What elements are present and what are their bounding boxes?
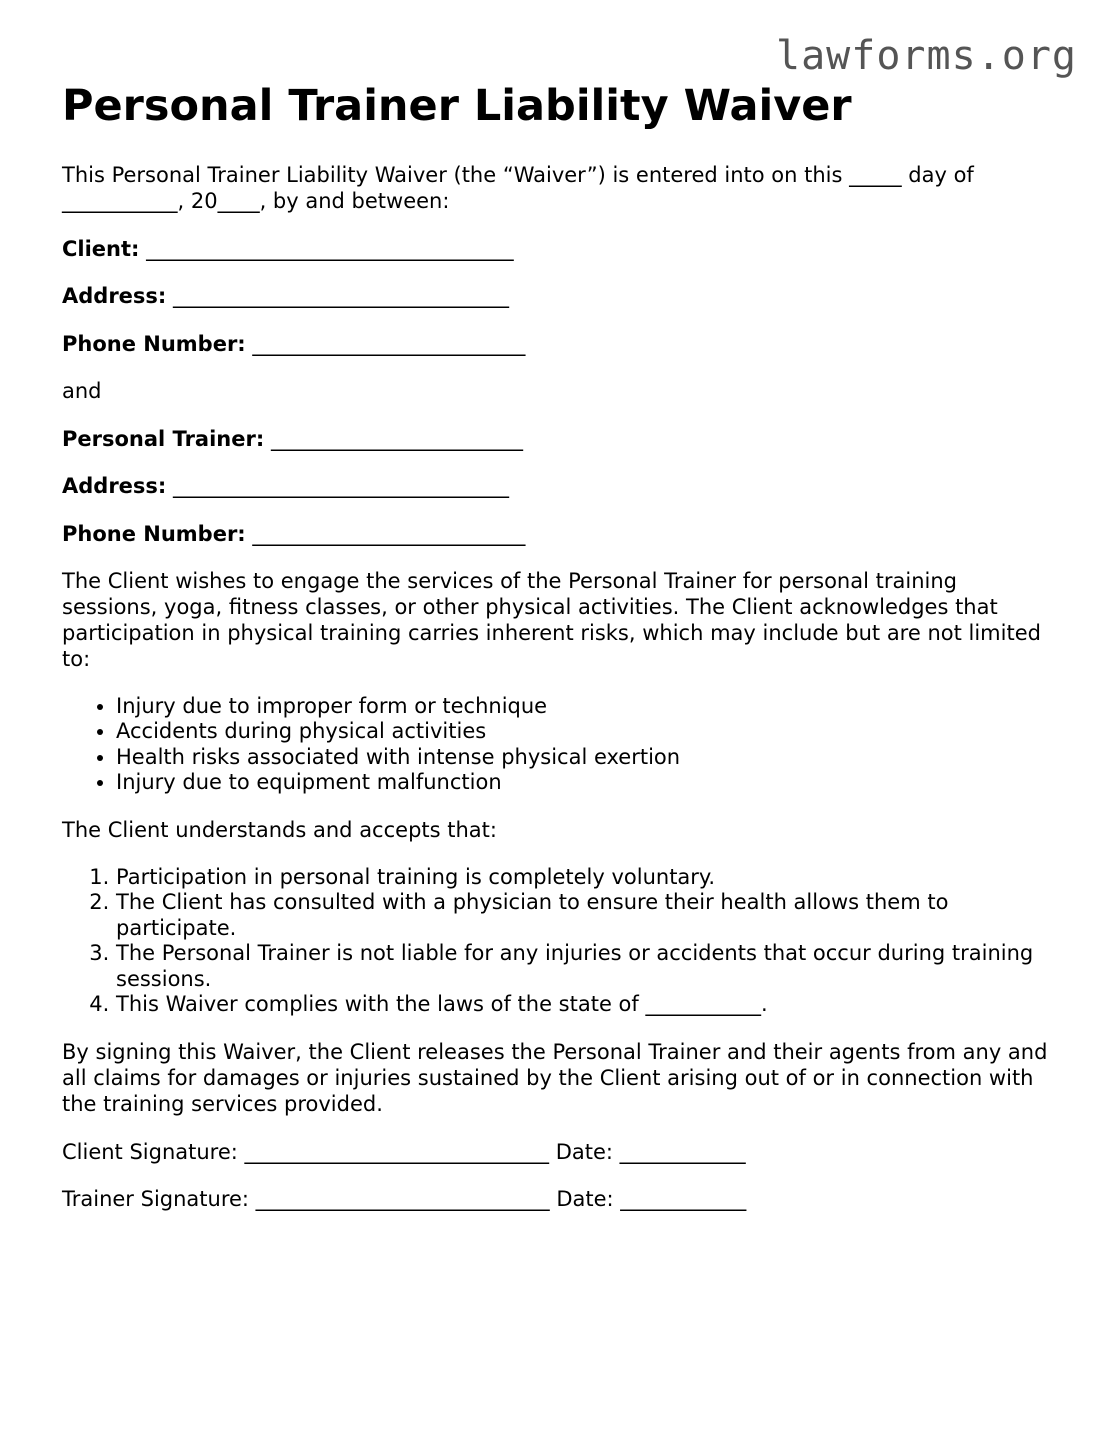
client-phone-field — [62, 331, 1052, 357]
client-phone-label: Phone Number: — [62, 331, 246, 356]
risk-item: • Accidents during physical activities — [116, 719, 1052, 745]
trainer-phone-field — [62, 521, 1052, 547]
accepts-item: 1. Participation in personal training is completely voluntary. — [116, 865, 1052, 891]
trainer-name-field — [62, 426, 1052, 452]
release-paragraph: By signing this Waiver, the Client releases the Personal Trainer and their agents from any and all claims for damages or injuries sustained by the Client arising out of or in connection with the training services provided. — [62, 1040, 1048, 1117]
accepts-intro-paragraph: The Client understands and accepts that: — [62, 818, 497, 843]
document-title: Personal Trainer Liability Waiver — [62, 81, 852, 131]
intro-paragraph: This Personal Trainer Liability Waiver (the “Waiver”) is entered into on this _____ day of ___________, 20____, by and between: — [62, 163, 974, 214]
document-page — [62, 82, 1052, 1234]
client-address-blank: ________________________________ — [173, 284, 510, 309]
trainer-name-label: Personal Trainer: — [62, 426, 265, 451]
and-text: and — [62, 379, 102, 404]
accepts-item: 4. This Waiver complies with the laws of the state of ___________. — [116, 992, 1052, 1018]
risks-list — [62, 694, 1052, 796]
client-signature-line: Client Signature: _____________________________ Date: ____________ — [62, 1139, 746, 1164]
accepts-list — [62, 865, 1052, 1018]
trainer-address-label: Address: — [62, 474, 167, 499]
client-address-label: Address: — [62, 284, 167, 309]
accepts-item: 3. The Personal Trainer is not liable for any injuries or accidents that occur during training sessions. — [116, 941, 1052, 992]
trainer-address-blank: ________________________________ — [173, 474, 510, 499]
risk-item: • Injury due to equipment malfunction — [116, 770, 1052, 796]
risk-item: • Injury due to improper form or technique — [116, 694, 1052, 720]
trainer-name-blank: ________________________ — [270, 426, 523, 451]
watermark: lawforms.org — [776, 33, 1077, 79]
client-phone-blank: __________________________ — [252, 331, 526, 356]
accepts-item: 2. The Client has consulted with a physician to ensure their health allows them to participate. — [116, 890, 1052, 941]
client-name-label: Client: — [62, 236, 140, 261]
client-name-blank: ___________________________________ — [146, 236, 514, 261]
trainer-phone-blank: __________________________ — [252, 521, 526, 546]
trainer-phone-label: Phone Number: — [62, 521, 246, 546]
trainer-address-field — [62, 473, 1052, 499]
client-address-field — [62, 283, 1052, 309]
client-name-field — [62, 236, 1052, 262]
trainer-signature-line: Trainer Signature: ____________________________ Date: ____________ — [62, 1187, 747, 1212]
risks-intro-paragraph: The Client wishes to engage the services of the Personal Trainer for personal training sessions, yoga, fitness classes, or other physical activities. The Client acknowledges that participation in physical training carries inherent risks, which may include but are not limited to: — [62, 569, 1041, 672]
risk-item: • Health risks associated with intense physical exertion — [116, 745, 1052, 771]
